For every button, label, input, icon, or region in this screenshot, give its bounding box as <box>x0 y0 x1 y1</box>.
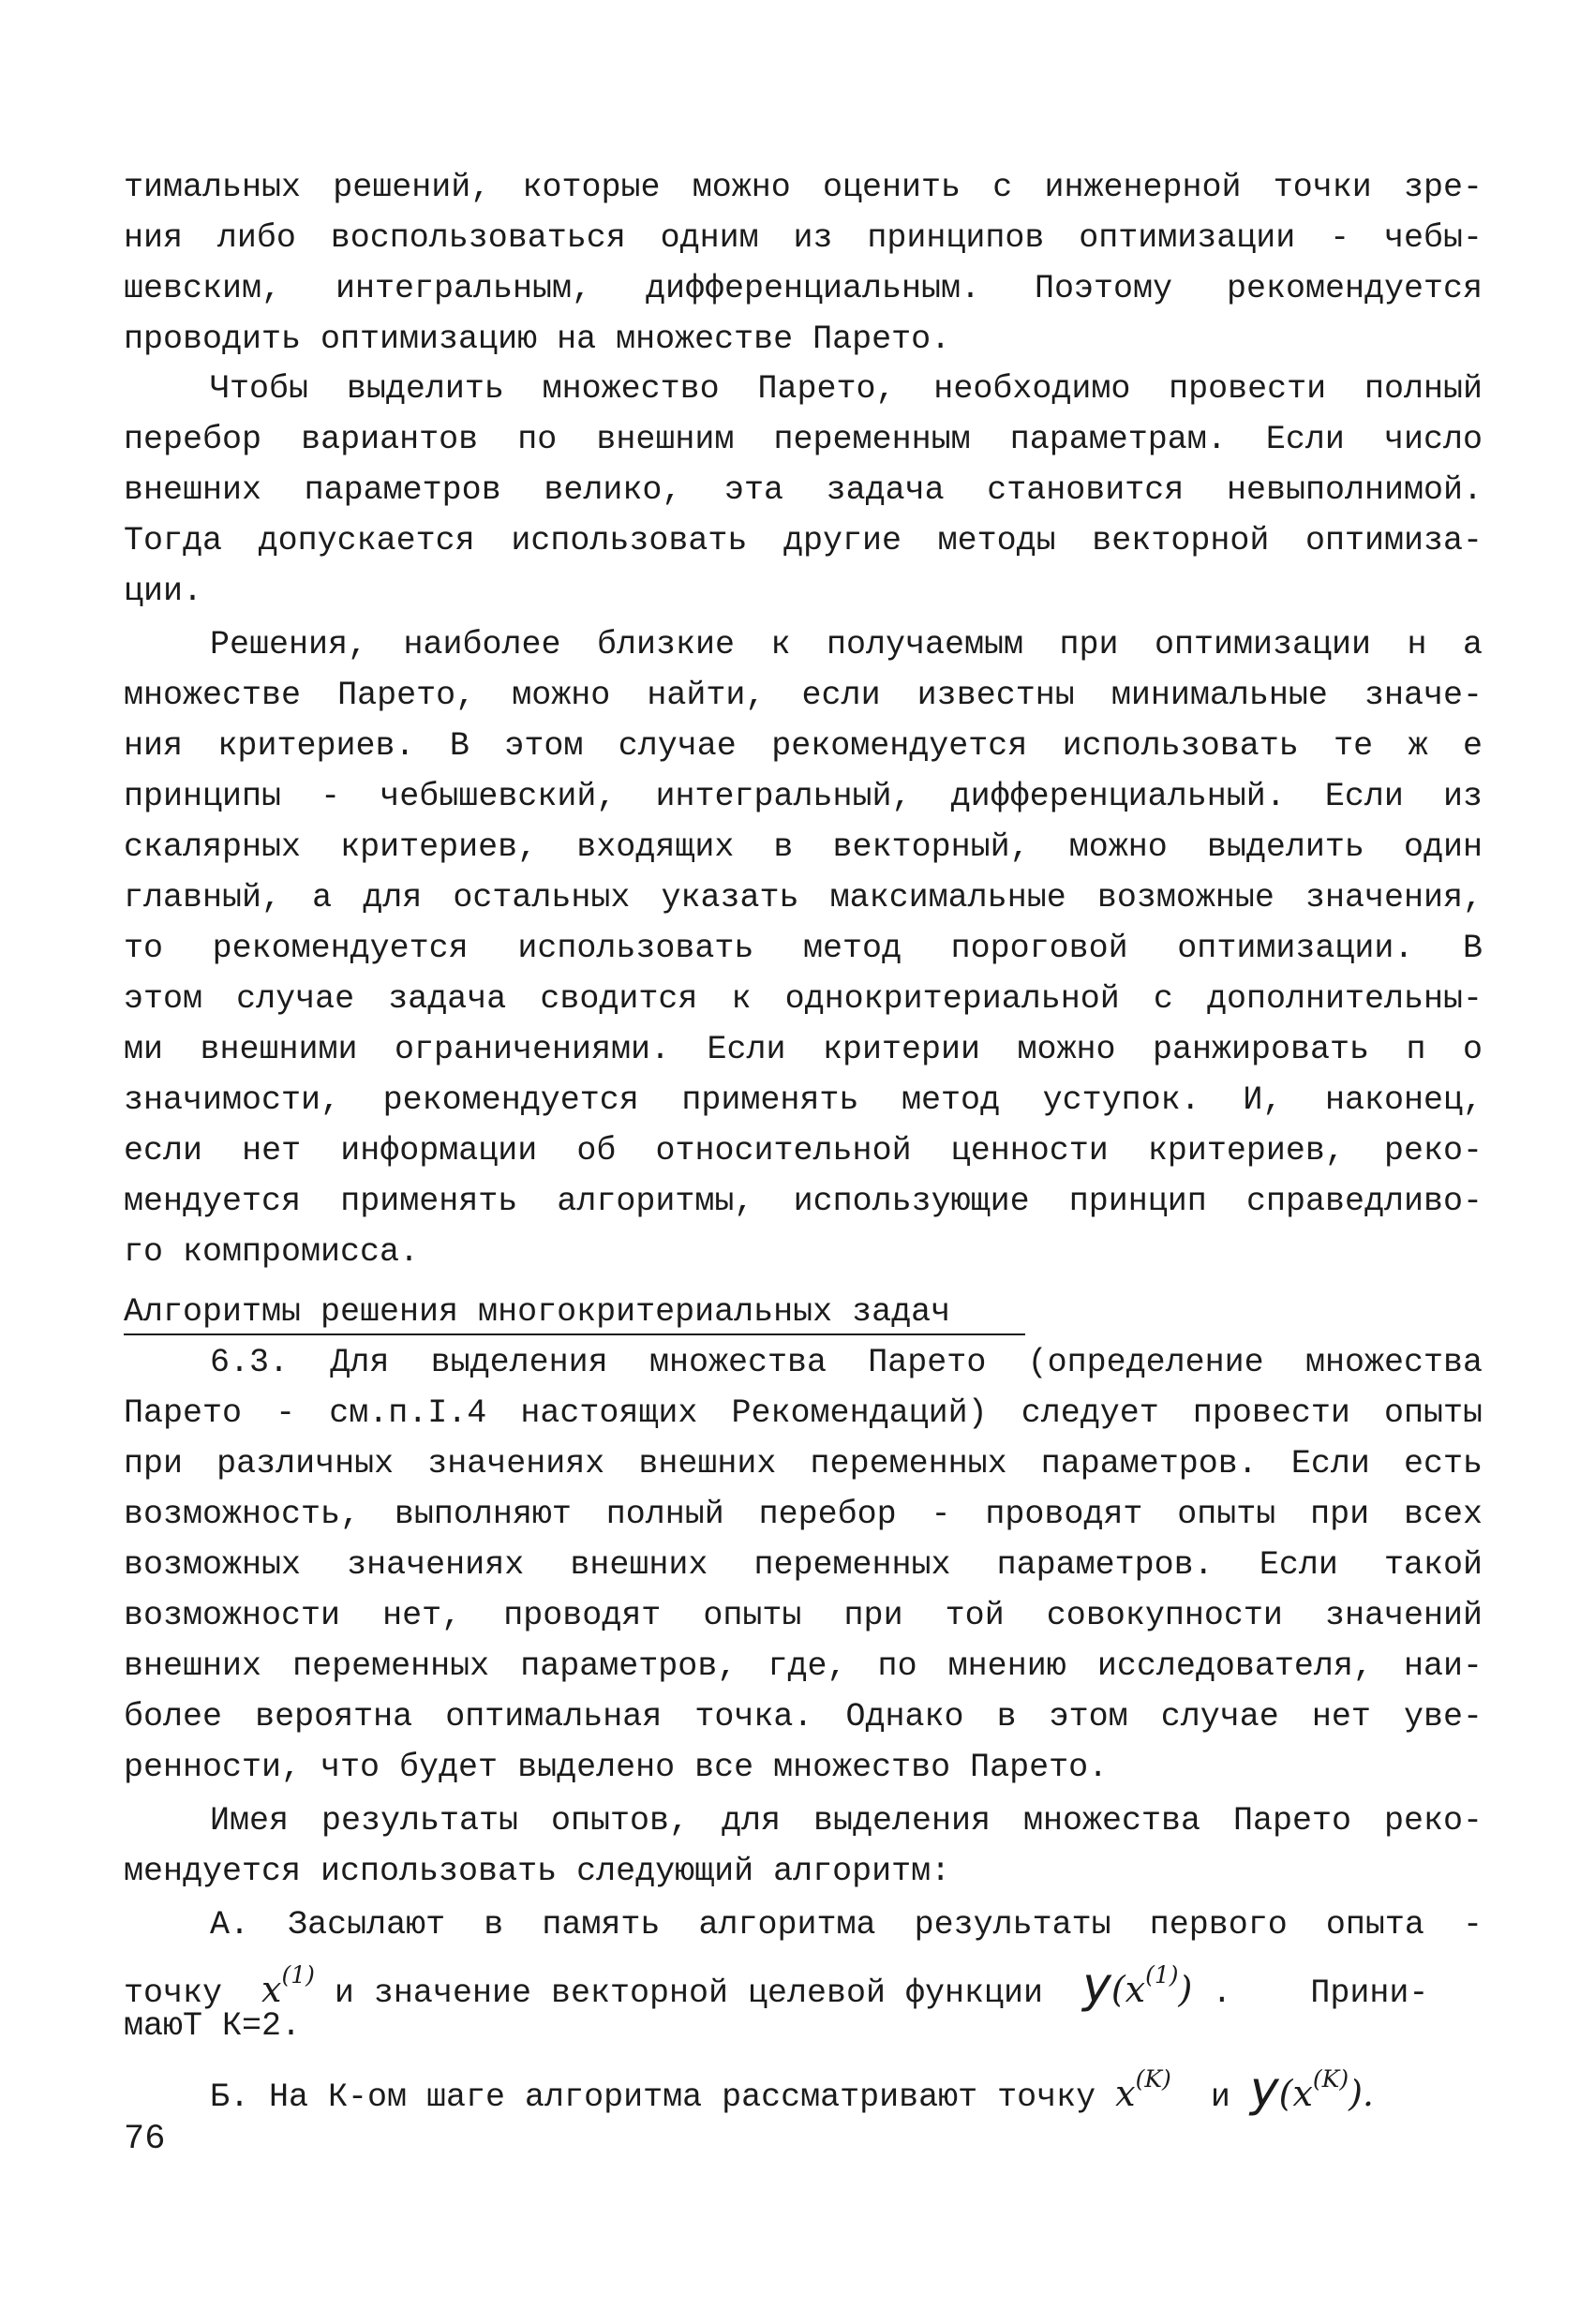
text-span: . <box>1212 1974 1232 2012</box>
text-line: Имея результаты опытов, для выделения множества Парето реко- <box>210 1802 1483 1840</box>
text-line: множестве Парето, можно найти, если известны минимальные значе- <box>124 677 1483 714</box>
text-line: тимальных решений, которые можно оценить с инженерной точки зре- <box>124 169 1483 206</box>
paren: ) <box>1178 1969 1193 2010</box>
text-line: Решения, наиболее близкие к получаемым при оптимизации н а <box>210 626 1483 663</box>
text-line: А. Засылают в память алгоритма результаты первого опыта - <box>210 1906 1483 1944</box>
superscript: (K) <box>1312 2065 1349 2093</box>
superscript: (1) <box>281 1961 315 1989</box>
text-line: Чтобы выделить множество Парето, необходимо провести полный <box>210 370 1483 408</box>
text-span: и значение векторной целевой функции <box>334 1974 1044 2012</box>
text-line: более вероятна оптимальная точка. Однако в этом случае нет уве- <box>124 1698 1483 1736</box>
handwritten-x: x <box>1292 2073 1313 2114</box>
text-line: этом случае задача сводится к однокритериальной с дополнительны- <box>124 980 1483 1018</box>
handwritten-y: y <box>1082 1958 1111 2014</box>
handwritten-x: x <box>261 1969 282 2010</box>
text-line: мендуется применять алгоритмы, использующие принцип справедливо- <box>124 1183 1483 1220</box>
text-line: шевским, интегральным, дифференциальным. Поэтому рекомендуется <box>124 270 1483 307</box>
text-line: значимости, рекомендуется применять метод уступок. И, наконец, <box>124 1081 1483 1119</box>
paren: ( <box>1278 2073 1293 2114</box>
text-line: ции. <box>124 573 203 610</box>
text-line: Тогда допускается использовать другие методы векторной оптимиза- <box>124 522 1483 559</box>
text-line: возможности нет, проводят опыты при той совокупности значений <box>124 1597 1483 1634</box>
text-line: возможность, выполняют полный перебор - проводят опыты при всех <box>124 1496 1483 1533</box>
superscript: (1) <box>1145 1961 1179 1989</box>
page-number: 76 <box>124 2120 166 2159</box>
text-line: ния либо воспользоваться одним из принципов оптимизации - чебы- <box>124 219 1483 257</box>
text-line: главный, а для остальных указать максимальные возможные значения, <box>124 879 1483 916</box>
text-line: проводить оптимизацию на множестве Парето. <box>124 320 951 358</box>
formula-line <box>124 1951 1483 2014</box>
superscript: (K) <box>1135 2065 1171 2093</box>
section-heading: Алгоритмы решения многокритериальных задач <box>124 1293 951 1331</box>
text-line: 6.3. Для выделения множества Парето (определение множества <box>210 1344 1483 1381</box>
text-line: если нет информации об относительной ценности критериев, реко- <box>124 1132 1483 1169</box>
text-line: скалярных критериев, входящих в векторный, можно выделить один <box>124 828 1483 866</box>
paren: ( <box>1111 1969 1125 2010</box>
formula-line <box>210 2055 1483 2118</box>
text-line: маюТ К=2. <box>124 2007 302 2045</box>
heading-underline <box>124 1333 1025 1335</box>
text-line: ния критериев. В этом случае рекомендуется использовать те ж е <box>124 727 1483 765</box>
text-line: перебор вариантов по внешним переменным параметрам. Если число <box>124 421 1483 458</box>
handwritten-y: y <box>1249 2062 1279 2118</box>
text-span: Прини- <box>1310 1974 1429 2012</box>
paren: ). <box>1349 2073 1374 2114</box>
text-span: и <box>1210 2078 1230 2116</box>
text-line: принципы - чебышевский, интегральный, дифференциальный. Если из <box>124 778 1483 815</box>
text-line: при различных значениях внешних переменных параметров. Если есть <box>124 1445 1483 1482</box>
text-line: мендуется использовать следующий алгоритм: <box>124 1853 951 1890</box>
text-line: возможных значениях внешних переменных параметров. Если такой <box>124 1546 1483 1584</box>
handwritten-x: x <box>1125 1969 1146 2010</box>
text-line: внешних переменных параметров, где, по мнению исследователя, наи- <box>124 1647 1483 1685</box>
text-line: ренности, что будет выделено все множество Парето. <box>124 1749 1109 1786</box>
text-line: внешних параметров велико, эта задача становится невыполнимой. <box>124 471 1483 509</box>
text-span: Б. На К-ом шаге алгоритма рассматривают точку <box>210 2078 1096 2116</box>
text-line: Парето - см.п.I.4 настоящих Рекомендаций) следует провести опыты <box>124 1394 1483 1432</box>
text-span: точку <box>124 1974 223 2012</box>
handwritten-x: x <box>1115 2073 1136 2114</box>
text-line: го компромисса. <box>124 1233 420 1271</box>
text-line: ми внешними ограничениями. Если критерии можно ранжировать п о <box>124 1031 1483 1068</box>
text-line: то рекомендуется использовать метод пороговой оптимизации. В <box>124 930 1483 967</box>
